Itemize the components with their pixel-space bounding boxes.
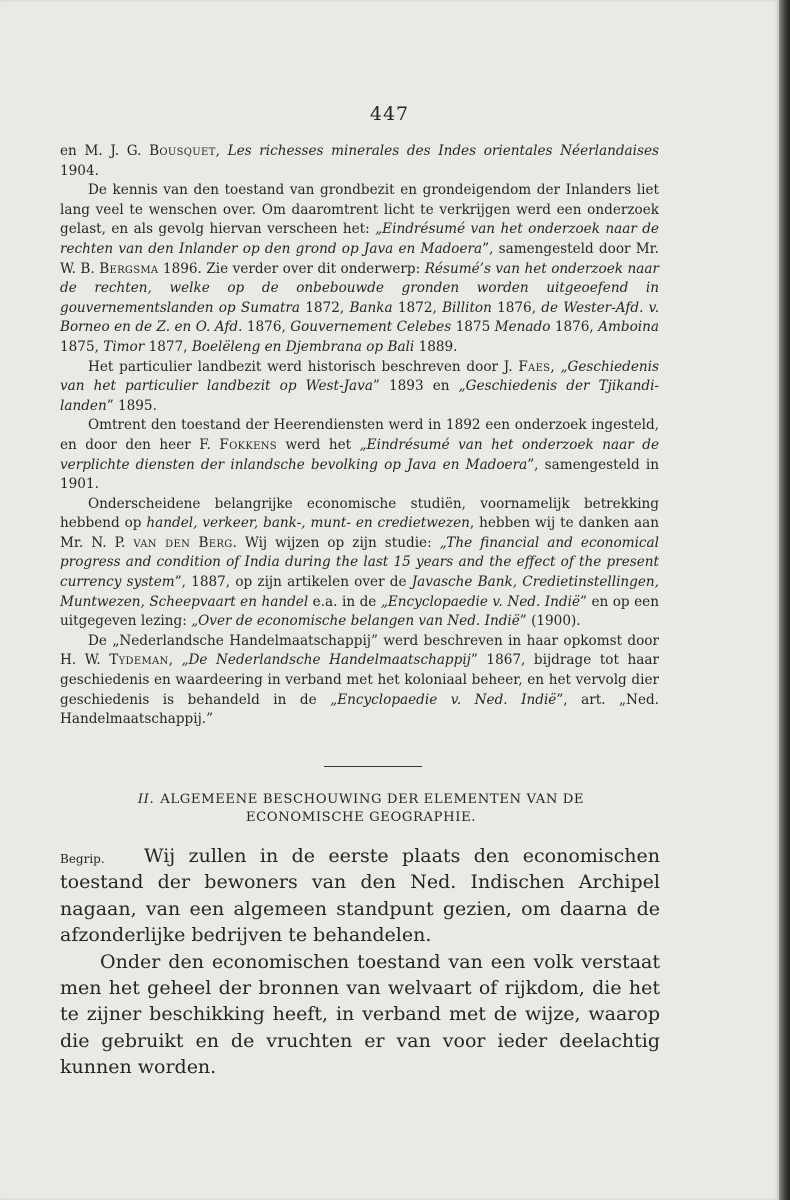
- bibliography-paragraph: [60, 358, 659, 417]
- italic-title: Les richesses minerales des Indes orientales Néerlandaises: [227, 143, 659, 159]
- italic-title: Banka: [349, 299, 393, 316]
- page-edge: [779, 0, 790, 1200]
- author-name: Bousquet: [149, 143, 216, 159]
- italic-title: de Wester-Afd. v. Borneo en de Z. en O. Afd.: [60, 299, 660, 336]
- italic-title: Timor: [103, 338, 145, 355]
- italic-title: „Encyclopaedie v. Ned. Indië: [380, 593, 580, 610]
- bibliography-paragraph: [60, 632, 659, 730]
- italic-title: Billiton: [442, 299, 492, 316]
- text-run: 1877,: [144, 338, 192, 355]
- italic-title: „Geschiedenis der Tjikandi-landen: [60, 378, 660, 414]
- main-paragraph: Wij zullen in de eerste plaats den economischen toestand der bewoners van den Ned. Indischen Archipel nagaan, van een algemeen standpunt gezien, om daarna de afzonderlijke bedrijven te behandelen.: [60, 845, 660, 947]
- main-text: [60, 843, 660, 1081]
- text-run: ” 1893 en: [372, 378, 459, 395]
- text-run: ,: [550, 358, 561, 375]
- author-name: Fokkens: [219, 436, 277, 453]
- author-name: Bergsma: [99, 260, 159, 277]
- italic-title: „Over de economische belangen van Ned. Indië: [191, 613, 520, 630]
- italic-title: „Eindrésumé van het onderzoek naar de verplichte diensten der inlandsche bevolking op Java en Madoera: [60, 436, 659, 473]
- text-run: ”, 1887, op zijn artikelen over de: [174, 574, 412, 591]
- text-run: 1896. Zie verder over dit onderwerp:: [158, 260, 425, 277]
- bibliography-paragraph: [60, 495, 659, 632]
- italic-title: Boelëleng en Djembrana op Bali: [191, 338, 415, 355]
- text-run: 1872,: [392, 299, 443, 316]
- text-run: ”, art. „Ned. Handelmaatschappij.”: [60, 691, 660, 728]
- main-paragraph: Onder den economischen toestand van een volk verstaat men het geheel der bronnen van welvaart of rijkdom, die het te zijner beschikking heeft, in verband met de wijze, waarop die gebruikt en de vruchten er van voor ieder deelachtig kunnen worden.: [60, 950, 660, 1079]
- text-run: De kennis van den toestand van grondbezit en grondeigendom der Inlanders liet lang veel te wenschen over. Om daaromtrent licht te verkrijgen werd een onderzoek gelast, en als gevolg hiervan verscheen het:: [60, 182, 659, 238]
- bibliography-text: [60, 142, 659, 730]
- margin-note: Begrip.: [60, 852, 105, 866]
- text-run: 1889.: [414, 338, 458, 355]
- page-number: 447: [369, 103, 410, 125]
- italic-title: Javasche Bank, Credietinstellingen, Muntwezen, Scheepvaart en handel: [60, 574, 659, 610]
- text-run: ”, samengesteld door Mr. W. B.: [60, 240, 659, 277]
- italic-title: Amboina: [598, 319, 659, 336]
- text-run: . Wij wijzen op zijn studie:: [232, 534, 440, 551]
- author-name: Tydeman: [109, 652, 169, 669]
- text-run: 1875: [451, 319, 495, 336]
- text-run: e.a. in de: [308, 593, 381, 610]
- author-name: Faes: [518, 358, 551, 375]
- section-title: ALGEMEENE BESCHOUWING DER ELEMENTEN VAN DE: [160, 792, 585, 807]
- text-run: De „Nederlandsche Handelmaatschappij” werd beschreven in haar opkomst door H. W.: [60, 632, 659, 669]
- italic-title: „De Nederlandsche Handelmaatschappij: [181, 652, 471, 669]
- italic-title: Résumé’s van het onderzoek naar de rechten, welke op de onbebouwde gronden worden uitgeoefend in gouvernementslanden op Sumatra: [60, 260, 659, 316]
- text-run: Het particulier landbezit werd historisch beschreven door J.: [88, 358, 519, 375]
- text-run: ” en op een uitgegeven lezing:: [60, 593, 659, 630]
- text-run: ,: [168, 652, 182, 669]
- author-name: van den Berg: [133, 534, 233, 551]
- text-run: en M. J. G.: [60, 143, 150, 159]
- italic-title: handel, verkeer, bank-, munt- en credietwezen: [146, 515, 470, 532]
- section-heading-line-1: [100, 791, 622, 809]
- text-run: 1875,: [60, 338, 104, 355]
- section-divider: [324, 766, 422, 767]
- bibliography-paragraph: [60, 181, 659, 357]
- text-run: ”, samengesteld in 1901.: [60, 456, 659, 493]
- section-number: II.: [137, 792, 155, 807]
- text-run: Onderscheidene belangrijke economische studiën, voornamelijk betrekking hebbend op: [60, 495, 659, 532]
- bibliography-paragraph: [60, 142, 659, 181]
- italic-title: Gouvernement Celebes: [290, 319, 452, 336]
- text-run: , hebben wij te danken aan Mr. N. P.: [60, 515, 660, 551]
- section-heading: [100, 791, 622, 827]
- italic-title: Menado: [494, 319, 551, 336]
- bibliography-paragraph: [60, 416, 659, 494]
- text-run: 1876,: [242, 319, 291, 336]
- section-heading-line-2: ECONOMISCHE GEOGRAPHIE.: [245, 810, 477, 825]
- italic-title: „Geschiedenis van het particulier landbezit op West-Java: [60, 358, 659, 395]
- italic-title: „Eindrésumé van het onderzoek naar de rechten van den Inlander op den grond op Java en Madoera: [60, 221, 659, 257]
- text-run: 1904.: [60, 162, 99, 179]
- text-run: ” (1900).: [519, 613, 581, 630]
- text-run: Omtrent den toestand der Heerendiensten werd in 1892 een onderzoek ingesteld, en door den heer F.: [60, 417, 659, 453]
- text-run: 1876,: [550, 319, 599, 336]
- text-run: ,: [215, 143, 228, 159]
- italic-title: „The financial and economical progress and condition of India during the last 15 years and the effect of the present currency system: [60, 534, 659, 591]
- text-run: 1876,: [491, 299, 542, 316]
- text-run: werd het: [276, 436, 360, 453]
- text-run: ” 1867, bijdrage tot haar geschiedenis en waardeering in verband met het koloniaal beheer, en het vervolg dier geschiedenis is behandeld in de: [60, 652, 659, 708]
- italic-title: „Encyclopaedie v. Ned. Indië: [330, 691, 557, 708]
- text-run: ” 1895.: [106, 397, 157, 414]
- text-run: 1872,: [300, 299, 350, 316]
